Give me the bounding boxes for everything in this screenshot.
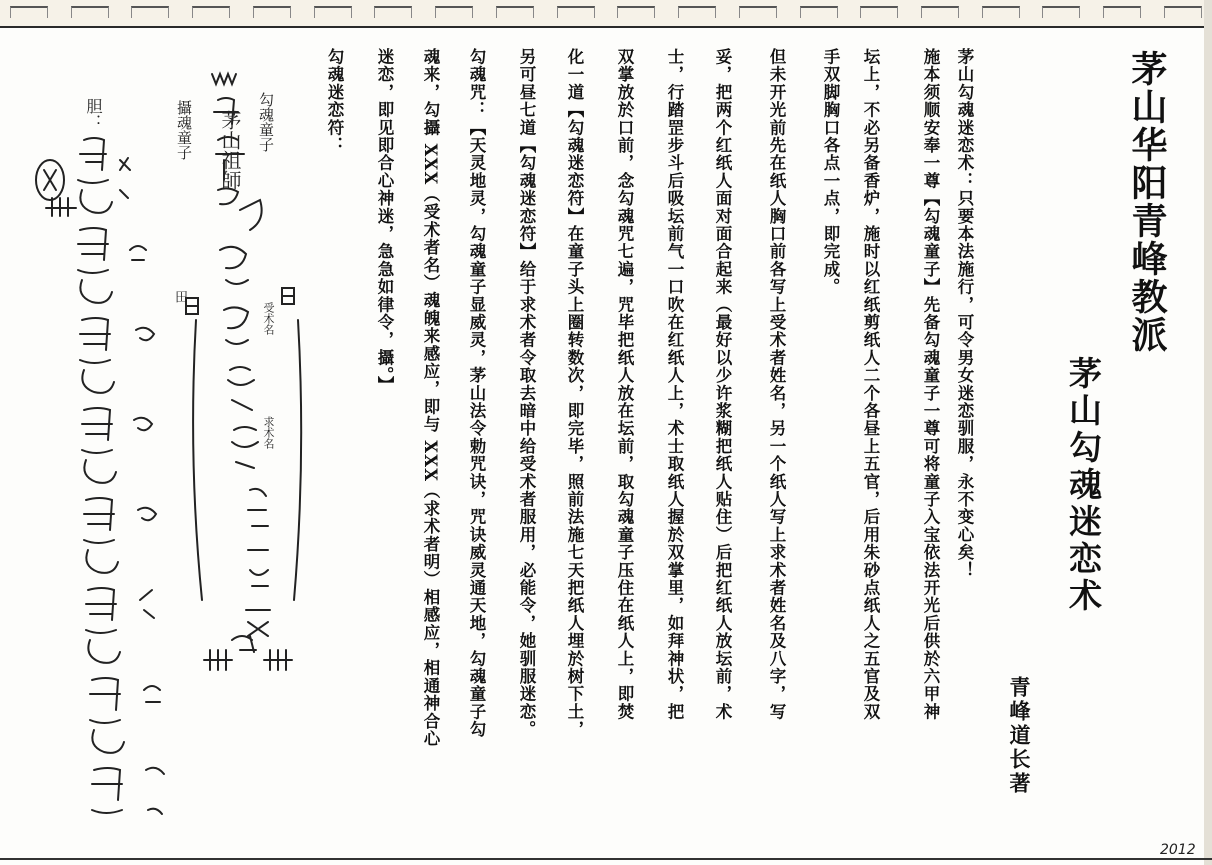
section-title: 茅山勾魂迷恋术 — [1064, 356, 1103, 615]
handwritten-label: 胆： — [84, 98, 103, 130]
text-column: 但未开光前先在纸人胸口前各写上受术者姓名，另一个纸人写上求术者姓名及八字，写 — [767, 48, 786, 721]
page-edge — [1204, 0, 1212, 865]
text-column: 茅山勾魂迷恋术：只要本法施行，可令男女迷恋驯服，永不变心矣！ — [955, 48, 974, 579]
text-column: 妥，把两个红纸人面对面合起来（最好以少许浆糊把纸人贴住）后把红纸人放坛前，术 — [713, 48, 732, 721]
handwritten-note: 求术名 — [262, 416, 275, 449]
page-number: 2012 — [1160, 842, 1196, 858]
border-pattern — [0, 6, 1212, 20]
text-column: 手双脚胸口各点一点，即完成。 — [821, 48, 840, 296]
text-column: 勾魂咒：【天灵地灵，勾魂童子显威灵，茅山法令勅咒诀，咒诀威灵通天地，勾魂童子勾 — [467, 48, 486, 739]
handwritten-line: 攝魂童子 — [175, 100, 193, 160]
text-column: 化一道【勾魂迷恋符】在童子头上圈转数次，即完毕，照前法施七天把纸人埋於树下土， — [565, 48, 584, 739]
handwritten-talisman — [20, 70, 310, 840]
text-column: 士，行踏罡步斗后吸坛前气一口吹在红纸人上，术士取纸人握於双掌里，如拜神状，把 — [665, 48, 684, 721]
text-column: 坛上，不必另备香炉，施时以红纸剪纸人二个各昼上五官，后用朱砂点纸人之五官及双 — [861, 48, 880, 721]
text-column: 另可昼七道【勾魂迷恋符】给于求术者令取去暗中给受术者服用，必能令，她驯服迷恋。 — [517, 48, 536, 739]
handwritten-note: 田 — [172, 290, 187, 303]
bottom-rule — [0, 858, 1212, 860]
handwritten-note: 受术名 — [262, 302, 275, 335]
handwritten-line: 勾魂童子 — [257, 92, 275, 152]
text-column: 双掌放於口前，念勾魂咒七遍，咒毕把纸人放在坛前，取勾魂童子压住在纸人上，即焚 — [615, 48, 634, 721]
top-border — [0, 0, 1212, 28]
page-title: 茅山华阳青峰教派 — [1126, 50, 1168, 354]
text-column: 施本须顺安奉一尊【勾魂童子】先备勾魂童子一尊可将童子入宝依法开光后供於六甲神 — [921, 48, 940, 721]
author: 青峰道长著 — [1007, 676, 1032, 796]
handwritten-line: 茅山祖師 — [218, 110, 242, 190]
text-column: 勾魂迷恋符： — [325, 48, 344, 155]
text-column: 魂来，勾攝 XXX（受术者名）魂魄来感应，即与 XXX（求术者明）相感应，相通神合心 — [421, 48, 440, 748]
text-column: 迷恋，即见即合心神迷，急急如律令，攝。】 — [375, 48, 394, 394]
